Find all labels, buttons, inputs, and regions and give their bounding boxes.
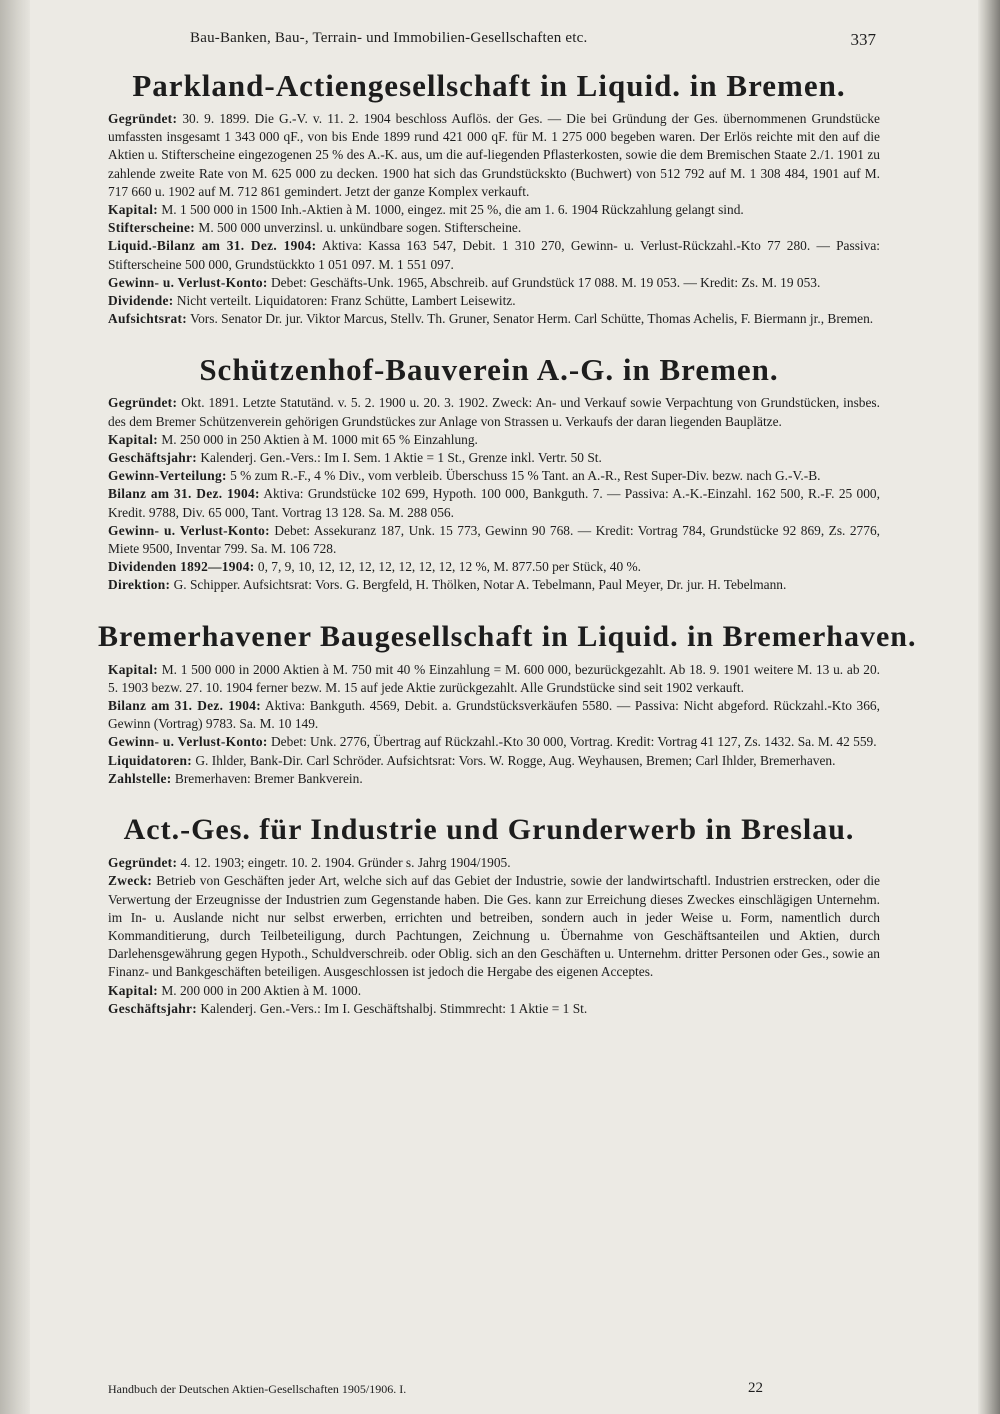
- entry-text: Vors. Senator Dr. jur. Viktor Marcus, Stellv. Th. Gruner, Senator Herm. Carl Schütte, Thomas Achelis, F. Biermann jr., Bremen.: [187, 311, 874, 327]
- page-number: 337: [850, 30, 876, 49]
- signature-mark: 22: [748, 1380, 763, 1396]
- entry-label: Kapital:: [108, 661, 159, 677]
- entry-label: Dividende:: [108, 293, 174, 309]
- entry-label: Direktion:: [108, 577, 171, 593]
- entry-text: Kalenderj. Gen.-Vers.: Im I. Geschäftshalbj. Stimmrecht: 1 Aktie = 1 St.: [197, 1000, 588, 1016]
- entry-label: Kapital:: [108, 431, 159, 447]
- entry-paragraph: [98, 733, 880, 751]
- entry-paragraph: [98, 752, 880, 770]
- company-title: Parkland-Actiengesellschaft in Liquid. in Bremen.: [132, 68, 846, 103]
- scan-edge-right: [978, 0, 1000, 1414]
- entry-paragraph: [98, 854, 880, 872]
- entry-text: Kalenderj. Gen.-Vers.: Im I. Sem. 1 Aktie = 1 St., Grenze inkl. Vertr. 50 St.: [197, 450, 602, 466]
- entry-text: 5 % zum R.-F., 4 % Div., vom verbleib. Überschuss 15 % Tant. an A.-R., Rest Super-Div. bezw. nach G.-V.-B.: [226, 468, 821, 484]
- entry-text: Debet: Geschäfts-Unk. 1965, Abschreib. auf Grundstück 17 088. M. 19 053. — Kredit: Zs. M. 19 053.: [267, 274, 821, 290]
- entry-text: M. 500 000 unverzinsl. u. unkündbare sogen. Stifterscheine.: [195, 220, 522, 236]
- entry-paragraph: [98, 310, 880, 328]
- company-entry: [98, 812, 880, 1018]
- scan-edge-left: [0, 0, 30, 1414]
- entry-label: Gegründet:: [108, 855, 178, 871]
- entry-text: M. 200 000 in 200 Aktien à M. 1000.: [158, 982, 362, 998]
- entry-paragraph: [98, 274, 880, 292]
- entry-text: Nicht verteilt. Liquidatoren: Franz Schütte, Lambert Leisewitz.: [173, 293, 516, 309]
- entry-text: M. 1 500 000 in 2000 Aktien à M. 750 mit 40 % Einzahlung = M. 600 000, bezurückgezahlt. Ab 18. 9. 1901 weitere M. 13 u. ab 20. 5. 1903 bezw. 27. 10. 1904 ferner bezw. M. 15 auf jede Aktie zurückgezahlt. Alle Grundstücke sind seit 1902 verkauft.: [108, 661, 880, 695]
- entry-label: Zahlstelle:: [108, 770, 172, 786]
- entry-label: Geschäftsjahr:: [108, 450, 197, 466]
- entry-text: Betrieb von Geschäften jeder Art, welche sich auf das Gebiet der Industrie, sowie der landwirtschaftl. Industrien erstrecken, oder die Verwertung der Erzeugnisse der Industrien zum Gegenstande haben. Die Ges. kann zur Erreichung dieses Zweckes einschlägigen Unternehm. im In- u. Auslande nicht nur selbst erwerben, errichten und betreiben, sondern auch in jeder Weise u. Form, namentlich durch Kommanditierung, durch Teilbeteiligung, durch Pachtungen, Zeichnung u. Übernahme von Geschäftsanteilen und Aktien, durch Darlehensgewährung gegen Hypoth., Schuldverschreib. oder Oblig. sich an den Geschäften u. Unternehm. dritter Personen oder Ges., sowie an Finanz- und Bankgeschäften beteiligen. Ausgeschlossen ist jedoch die Hergabe des eigenen Acceptes.: [108, 873, 880, 980]
- company-title: Act.-Ges. für Industrie und Grunderwerb in Breslau.: [123, 813, 855, 847]
- entry-text: G. Schipper. Aufsichtsrat: Vors. G. Bergfeld, H. Thölken, Notar A. Tebelmann, Paul Meyer, Dr. jur. H. Tebelmann.: [170, 577, 787, 593]
- entry-label: Zweck:: [108, 873, 153, 889]
- entry-label: Gegründet:: [108, 395, 178, 411]
- entry-paragraph: [98, 661, 880, 697]
- entry-paragraph: [98, 770, 880, 788]
- entry-paragraph: [98, 394, 880, 430]
- entry-paragraph: [98, 558, 880, 576]
- entry-label: Gewinn- u. Verlust-Konto:: [108, 274, 268, 290]
- entry-label: Liquid.-Bilanz am 31. Dez. 1904:: [108, 238, 317, 254]
- document-page: [98, 26, 917, 1018]
- entry-paragraph: [98, 485, 880, 521]
- entry-label: Gegründet:: [108, 111, 178, 126]
- entry-label: Stifterscheine:: [108, 220, 196, 236]
- page-footer: [98, 1382, 880, 1402]
- company-title: Bremerhavener Baugesellschaft in Liquid. in Bremerhaven.: [98, 619, 917, 653]
- company-title: Schützenhof-Bauverein A.-G. in Bremen.: [199, 352, 779, 388]
- entry-text: M. 250 000 in 250 Aktien à M. 1000 mit 65 % Einzahlung.: [158, 431, 478, 447]
- entry-paragraph: [98, 467, 880, 485]
- entry-text: 0, 7, 9, 10, 12, 12, 12, 12, 12, 12, 12, 12 %, M. 877.50 per Stück, 40 %.: [254, 559, 641, 575]
- entry-text: Bremerhaven: Bremer Bankverein.: [171, 770, 363, 786]
- entry-paragraph: [98, 522, 880, 558]
- entry-paragraph: [98, 449, 880, 467]
- entry-text: Debet: Unk. 2776, Übertrag auf Rückzahl.-Kto 30 000, Vortrag. Kredit: Vortrag 41 127, Zs. 1432. Sa. M. 42 559.: [267, 734, 877, 750]
- entry-paragraph: [98, 110, 880, 201]
- entry-text: Debet: Assekuranz 187, Unk. 15 773, Gewinn 90 768. — Kredit: Vortrag 784, Grundstücke 92 869, Zs. 2776, Miete 9500, Inventar 799. Sa. M. 106 728.: [108, 522, 880, 557]
- entry-text: Okt. 1891. Letzte Statutänd. v. 5. 2. 1900 u. 20. 3. 1902. Zweck: An- und Verkauf sowie Verpachtung von Grundstücken, insbes. des dem Bremer Schützenverein gehörigen Grundstückes zur Anlage von Strassen u. Verkaufs der daran liegenden Bauplätze.: [108, 395, 880, 429]
- entry-paragraph: [98, 1000, 880, 1018]
- company-entry: [98, 352, 880, 594]
- company-entry: [98, 68, 880, 328]
- entry-label: Bilanz am 31. Dez. 1904:: [108, 486, 260, 502]
- entry-text: Aktiva: Grundstücke 102 699, Hypoth. 100 000, Bankguth. 7. — Passiva: A.-K.-Einzahl. 162 500, R.-F. 25 000, Kredit. 9788, Div. 65 000, Tant. Vortrag 13 128. Sa. M. 288 056.: [108, 486, 880, 520]
- entry-text: 4. 12. 1903; eingetr. 10. 2. 1904. Gründer s. Jahrg 1904/1905.: [177, 855, 511, 871]
- entry-text: 30. 9. 1899. Die G.-V. v. 11. 2. 1904 beschloss Auflös. der Ges. — Die bei Gründung der Ges. übernommenen Grundstücke umfassten insgesamt 1 343 000 qF., von bis Ende 1899 rund 421 000 qF. für M. 1 275 000 begeben waren. Der Erlös reichte mit den auf die Aktien u. Stifterscheine eingezogenen 25 % des A.-K. aus, um die auf-liegenden Pflasterkosten, sowie die dem Bremischen Staate 2./1. 1901 zu zahlende zweite Rate von M. 625 000 zu decken. 1900 hat sich das Grundstückskto (Buchwert) von 512 792 auf M. 1 308 484, 1901 auf M. 717 660 u. 1902 auf M. 712 861 gemindert. Jetzt der ganze Komplex verkauft.: [108, 111, 880, 199]
- entry-label: Geschäftsjahr:: [108, 1000, 197, 1016]
- entry-label: Aufsichtsrat:: [108, 311, 188, 327]
- entry-text: Aktiva: Bankguth. 4569, Debit. a. Grundstücksverkäufen 5580. — Passiva: Nicht abgeford. Rückzahl.-Kto 366, Gewinn (Vortrag) 9783. Sa. M. 10 149.: [108, 698, 880, 732]
- entry-label: Gewinn- u. Verlust-Konto:: [108, 734, 268, 750]
- entry-paragraph: [98, 201, 880, 219]
- entry-paragraph: [98, 982, 880, 1000]
- entry-text: G. Ihlder, Bank-Dir. Carl Schröder. Aufsichtsrat: Vors. W. Rogge, Aug. Weyhausen, Bremen; Carl Ihlder, Bremerhaven.: [192, 752, 836, 768]
- entry-paragraph: [98, 697, 880, 733]
- entry-paragraph: [98, 872, 880, 981]
- entry-text: Aktiva: Kassa 163 547, Debit. 1 310 270, Gewinn- u. Verlust-Rückzahl.-Kto 77 280. — Passiva: Stifterscheine 500 000, Grundstückkto 1 051 097. M. 1 551 097.: [108, 238, 880, 272]
- footer-text: Handbuch der Deutschen Aktien-Gesellschaften 1905/1906. I.: [108, 1382, 407, 1396]
- entry-paragraph: [98, 576, 880, 594]
- entry-label: Gewinn-Verteilung:: [108, 468, 227, 484]
- entry-paragraph: [98, 292, 880, 310]
- entry-label: Dividenden 1892—1904:: [108, 559, 255, 575]
- entry-paragraph: [98, 237, 880, 273]
- entry-label: Gewinn- u. Verlust-Konto:: [108, 522, 270, 538]
- running-title: Bau-Banken, Bau-, Terrain- und Immobilien-Gesellschaften etc.: [190, 30, 588, 46]
- entry-text: M. 1 500 000 in 1500 Inh.-Aktien à M. 1000, eingez. mit 25 %, die am 1. 6. 1904 Rückzahlung gelangt sind.: [158, 202, 744, 218]
- entry-label: Liquidatoren:: [108, 752, 193, 768]
- entry-paragraph: [98, 431, 880, 449]
- page-header: [98, 26, 880, 54]
- entry-paragraph: [98, 219, 880, 237]
- entry-label: Bilanz am 31. Dez. 1904:: [108, 698, 261, 714]
- entry-label: Kapital:: [108, 202, 159, 218]
- company-entry: [98, 619, 917, 788]
- entry-label: Kapital:: [108, 982, 159, 998]
